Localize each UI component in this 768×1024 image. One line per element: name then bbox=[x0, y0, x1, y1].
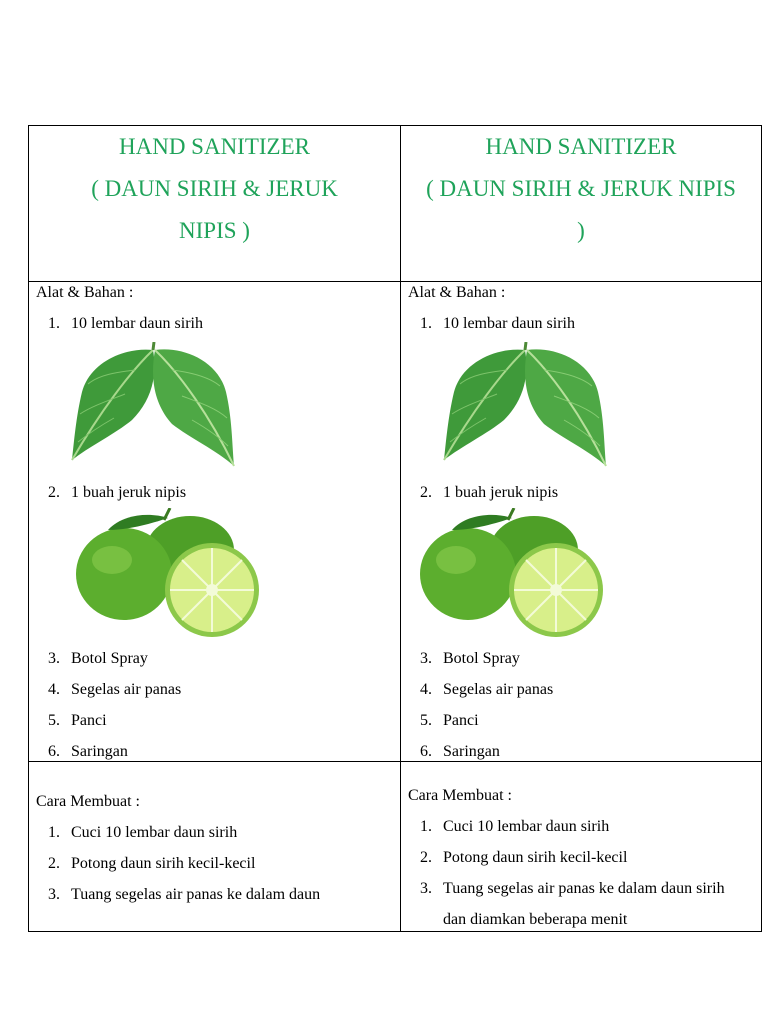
list-text: Segelas air panas bbox=[443, 681, 554, 698]
list-text: Saringan bbox=[71, 743, 128, 760]
list-item bbox=[36, 879, 398, 910]
list-number: 3. bbox=[48, 650, 60, 667]
title-line: HAND SANITIZER bbox=[485, 134, 677, 159]
list-item bbox=[36, 477, 398, 508]
list-text: Saringan bbox=[443, 743, 500, 760]
list-number: 3. bbox=[48, 886, 60, 903]
list-item bbox=[36, 674, 398, 705]
list-number: 4. bbox=[48, 681, 60, 698]
list-item bbox=[408, 674, 760, 705]
list-item bbox=[36, 705, 398, 736]
list-text: Panci bbox=[71, 712, 107, 729]
list-text: Tuang segelas air panas ke dalam daun bbox=[71, 886, 321, 903]
title-cell-right bbox=[401, 126, 761, 252]
list-number: 1. bbox=[48, 824, 60, 841]
list-text: Segelas air panas bbox=[71, 681, 182, 698]
list-item bbox=[408, 736, 760, 767]
list-item bbox=[36, 817, 398, 848]
steps-heading: Cara Membuat : bbox=[36, 793, 140, 810]
list-item bbox=[408, 842, 760, 873]
title-line: NIPIS ) bbox=[179, 218, 250, 243]
steps-cell-left bbox=[36, 792, 398, 910]
list-number: 6. bbox=[48, 743, 60, 760]
recipe-table bbox=[28, 125, 762, 932]
list-text: Tuang segelas air panas ke dalam daun sirih dan diamkan beberapa menit bbox=[443, 880, 725, 928]
title-line: ( DAUN SIRIH & JERUK NIPIS bbox=[426, 176, 736, 201]
list-number: 5. bbox=[420, 712, 432, 729]
list-item bbox=[408, 643, 760, 674]
steps-cell-right bbox=[408, 786, 760, 935]
list-number: 2. bbox=[48, 855, 60, 872]
title-line: ( DAUN SIRIH & JERUK bbox=[91, 176, 338, 201]
list-number: 2. bbox=[48, 484, 60, 501]
list-item bbox=[408, 308, 760, 339]
list-item bbox=[36, 848, 398, 879]
list-number: 1. bbox=[48, 315, 60, 332]
title-line: HAND SANITIZER bbox=[118, 134, 310, 159]
title-line: ) bbox=[577, 218, 585, 243]
materials-heading: Alat & Bahan : bbox=[408, 284, 506, 301]
list-text: Potong daun sirih kecil-kecil bbox=[71, 855, 256, 872]
list-text: Cuci 10 lembar daun sirih bbox=[71, 824, 238, 841]
list-item bbox=[36, 308, 398, 339]
list-text: 10 lembar daun sirih bbox=[443, 315, 575, 332]
list-number: 1. bbox=[420, 315, 432, 332]
list-item bbox=[36, 736, 398, 767]
betel-leaf-image bbox=[442, 342, 760, 470]
list-number: 5. bbox=[48, 712, 60, 729]
list-text: Cuci 10 lembar daun sirih bbox=[443, 818, 610, 835]
list-number: 1. bbox=[420, 818, 432, 835]
list-number: 3. bbox=[420, 880, 432, 897]
list-item bbox=[36, 643, 398, 674]
list-number: 3. bbox=[420, 650, 432, 667]
betel-leaf-image bbox=[70, 342, 398, 470]
row-divider-title bbox=[29, 281, 761, 282]
list-item bbox=[408, 873, 760, 935]
list-text: 10 lembar daun sirih bbox=[71, 315, 203, 332]
materials-cell-left bbox=[36, 283, 398, 767]
list-text: 1 buah jeruk nipis bbox=[71, 484, 187, 501]
list-text: Botol Spray bbox=[71, 650, 148, 667]
list-number: 6. bbox=[420, 743, 432, 760]
list-text: 1 buah jeruk nipis bbox=[443, 484, 559, 501]
list-number: 2. bbox=[420, 484, 432, 501]
list-item bbox=[408, 477, 760, 508]
list-text: Panci bbox=[443, 712, 479, 729]
materials-cell-right bbox=[408, 283, 760, 767]
list-text: Botol Spray bbox=[443, 650, 520, 667]
lime-fruit-image bbox=[416, 508, 760, 638]
title-cell-left bbox=[29, 126, 400, 252]
lime-fruit-image bbox=[72, 508, 398, 638]
materials-heading: Alat & Bahan : bbox=[36, 284, 134, 301]
list-item bbox=[408, 811, 760, 842]
list-text: Potong daun sirih kecil-kecil bbox=[443, 849, 628, 866]
list-number: 2. bbox=[420, 849, 432, 866]
list-item bbox=[408, 705, 760, 736]
list-number: 4. bbox=[420, 681, 432, 698]
steps-heading: Cara Membuat : bbox=[408, 787, 512, 804]
